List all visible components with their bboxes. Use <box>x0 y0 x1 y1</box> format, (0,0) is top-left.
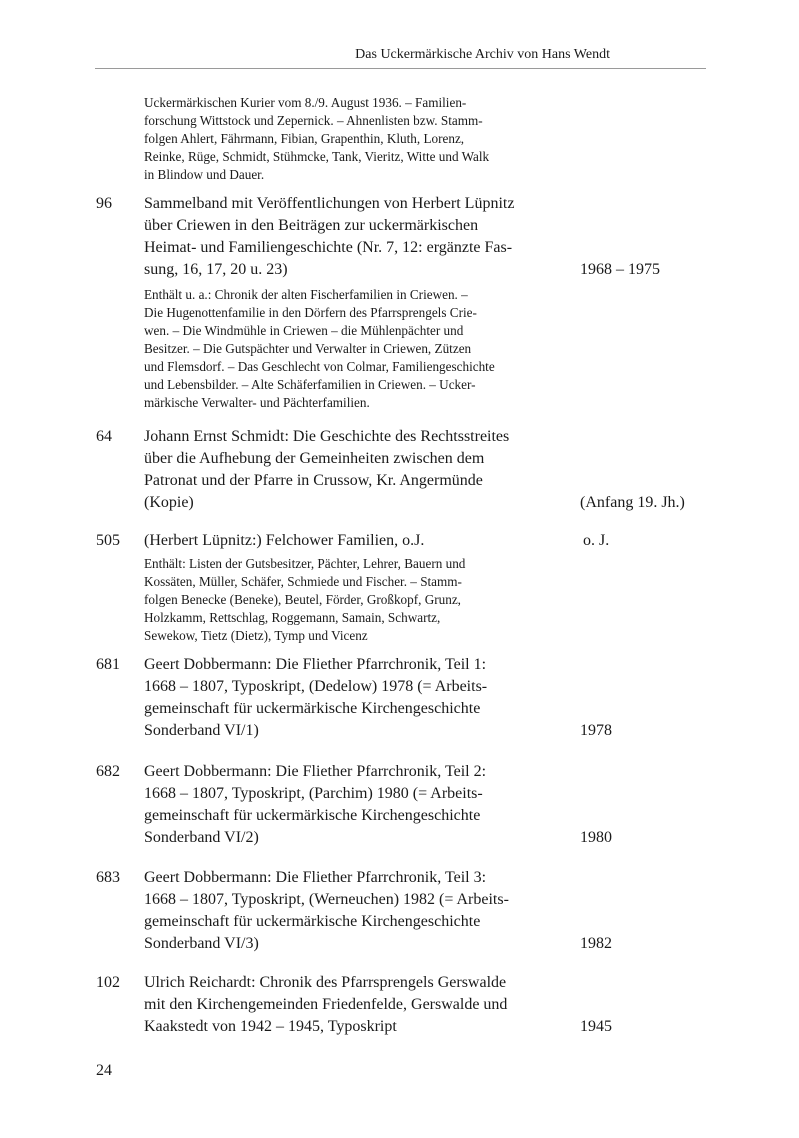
title-line: (Herbert Lüpnitz:) Felchower Familien, o.J. <box>144 532 425 549</box>
title-line: über Criewen in den Beiträgen zur uckermärkischen <box>144 217 479 234</box>
title-line: (Kopie) <box>144 494 194 511</box>
title-line: mit den Kirchengemeinden Friedenfelde, Gerswalde und <box>144 996 508 1013</box>
entry-body <box>144 193 554 412</box>
entry-date: o. J. <box>583 532 610 549</box>
note-line: Uckermärkischen Kurier vom 8./9. August 1936. – Familien- <box>144 95 467 110</box>
note-line: in Blindow und Dauer. <box>144 167 265 182</box>
title-line: Ulrich Reichardt: Chronik des Pfarrsprengels Gerswalde <box>144 974 507 991</box>
entry-body <box>144 761 554 849</box>
note-block <box>144 94 554 184</box>
note-line: und Flemsdorf. – Das Geschlecht von Colmar, Familiengeschichte <box>144 359 495 374</box>
entry-number: 96 <box>96 195 112 212</box>
entry-number: 64 <box>96 428 112 445</box>
entry-number: 505 <box>96 532 120 549</box>
title-line: Sonderband VI/1) <box>144 722 259 739</box>
entry-body <box>144 654 554 742</box>
title-line: Heimat- und Familiengeschichte (Nr. 7, 12: ergänzte Fas- <box>144 239 513 256</box>
note-line: Kossäten, Müller, Schäfer, Schmiede und Fischer. – Stamm- <box>144 574 462 589</box>
note-line: märkische Verwalter- und Pächterfamilien. <box>144 395 370 410</box>
entry-date: 1945 <box>580 1018 612 1035</box>
note-line: und Lebensbilder. – Alte Schäferfamilien in Criewen. – Ucker- <box>144 377 476 392</box>
entry-date: 1978 <box>580 722 612 739</box>
page-number: 24 <box>96 1062 112 1079</box>
title-line: Sammelband mit Veröffentlichungen von Herbert Lüpnitz <box>144 195 515 212</box>
note-line: Besitzer. – Die Gutspächter und Verwalter in Criewen, Zützen <box>144 341 472 356</box>
title-line: Geert Dobbermann: Die Fliether Pfarrchronik, Teil 1: <box>144 656 487 673</box>
entry-date: (Anfang 19. Jh.) <box>580 494 685 511</box>
note-line: wen. – Die Windmühle in Criewen – die Mühlenpächter und <box>144 323 464 338</box>
note-line: Holzkamm, Rettschlag, Roggemann, Samain, Schwartz, <box>144 610 441 625</box>
title-line: Geert Dobbermann: Die Fliether Pfarrchronik, Teil 3: <box>144 869 487 886</box>
title-line: gemeinschaft für uckermärkische Kirchengeschichte <box>144 913 481 930</box>
note-line: forschung Wittstock und Zepernick. – Ahnenlisten bzw. Stamm- <box>144 113 483 128</box>
title-line: sung, 16, 17, 20 u. 23) <box>144 261 288 278</box>
entry-body <box>144 426 554 514</box>
note-line: folgen Benecke (Beneke), Beutel, Förder, Großkopf, Grunz, <box>144 592 461 607</box>
running-header <box>95 46 706 69</box>
title-line: Patronat und der Pfarre in Crussow, Kr. Angermünde <box>144 472 483 489</box>
entry-body <box>144 867 554 955</box>
note-line: folgen Ahlert, Fährmann, Fibian, Grapenthin, Kluth, Lorenz, <box>144 131 465 146</box>
entry-number: 682 <box>96 763 120 780</box>
entry-body <box>144 972 554 1038</box>
title-line: 1668 – 1807, Typoskript, (Parchim) 1980 (= Arbeits- <box>144 785 483 802</box>
note-line: Die Hugenottenfamilie in den Dörfern des Pfarrsprengels Crie- <box>144 305 477 320</box>
entry-number: 681 <box>96 656 120 673</box>
title-line: über die Aufhebung der Gemeinheiten zwischen dem <box>144 450 485 467</box>
note-line: Reinke, Rüge, Schmidt, Stühmcke, Tank, Vieritz, Witte und Walk <box>144 149 490 164</box>
title-line: Sonderband VI/3) <box>144 935 259 952</box>
title-line: gemeinschaft für uckermärkische Kirchengeschichte <box>144 700 481 717</box>
entry-number: 102 <box>96 974 120 991</box>
entry-body <box>144 530 554 645</box>
entry-number: 683 <box>96 869 120 886</box>
title-line: Sonderband VI/2) <box>144 829 259 846</box>
entry-date: 1968 – 1975 <box>580 261 660 278</box>
entry-date: 1980 <box>580 829 612 846</box>
title-line: 1668 – 1807, Typoskript, (Werneuchen) 1982 (= Arbeits- <box>144 891 509 908</box>
title-line: Geert Dobbermann: Die Fliether Pfarrchronik, Teil 2: <box>144 763 487 780</box>
note-line: Enthält: Listen der Gutsbesitzer, Pächter, Lehrer, Bauern und <box>144 556 466 571</box>
entry-date: 1982 <box>580 935 612 952</box>
note-line: Enthält u. a.: Chronik der alten Fischerfamilien in Criewen. – <box>144 287 468 302</box>
title-line: Kaakstedt von 1942 – 1945, Typoskript <box>144 1018 397 1035</box>
title-line: Johann Ernst Schmidt: Die Geschichte des Rechtsstreites <box>144 428 510 445</box>
title-line: gemeinschaft für uckermärkische Kirchengeschichte <box>144 807 481 824</box>
running-title: Das Uckermärkische Archiv von Hans Wendt <box>355 47 610 62</box>
title-line: 1668 – 1807, Typoskript, (Dedelow) 1978 (= Arbeits- <box>144 678 488 695</box>
note-line: Sewekow, Tietz (Dietz), Tymp und Vicenz <box>144 628 368 643</box>
